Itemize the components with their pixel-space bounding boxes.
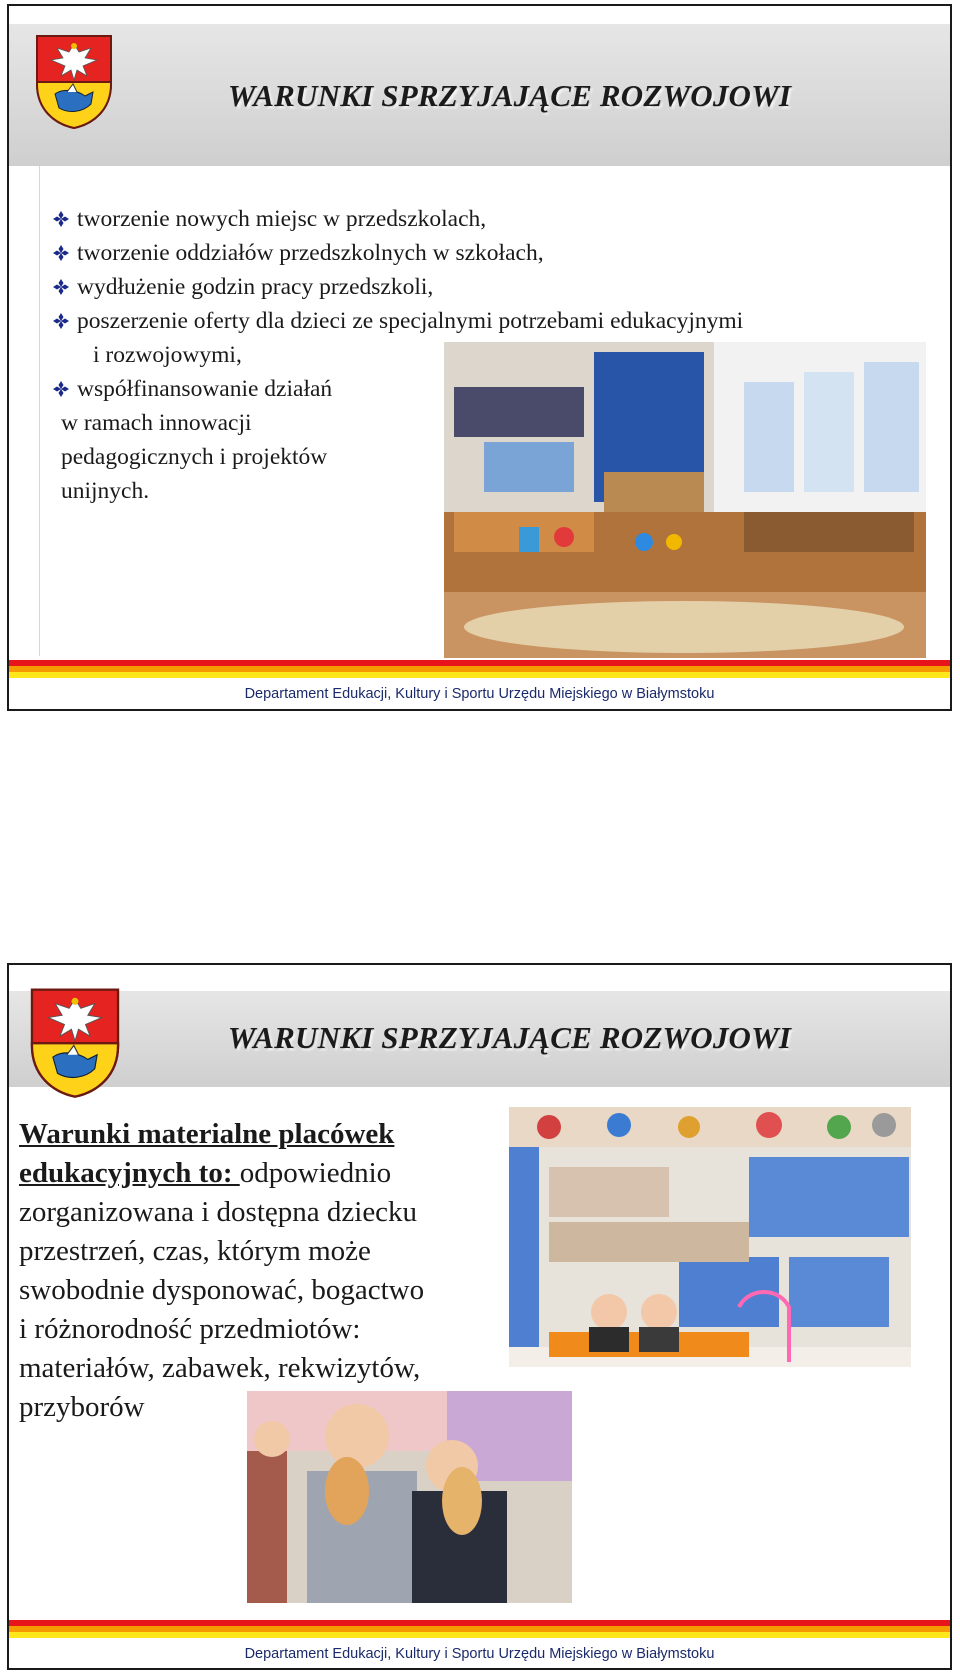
text-line: zorganizowana i dostępna dziecku bbox=[19, 1196, 418, 1228]
text-line: w ramach innowacji bbox=[61, 410, 252, 436]
children-photo bbox=[247, 1391, 572, 1603]
divider bbox=[39, 166, 40, 656]
list-item: poszerzenie oferty dla dzieci ze specjalnymi potrzebami edukacyjnymi bbox=[53, 304, 933, 338]
slide-paragraph bbox=[19, 1115, 499, 1427]
text-line: pedagogicznych i projektów bbox=[61, 444, 328, 470]
diamond-bullet-icon bbox=[53, 372, 77, 406]
diamond-bullet-icon bbox=[53, 270, 77, 304]
diamond-bullet-icon bbox=[53, 304, 77, 338]
text-line: przestrzeń, czas, którym może bbox=[19, 1235, 371, 1267]
classroom-photo bbox=[444, 342, 926, 658]
slide-title: WARUNKI SPRZYJAJĄCE ROZWOJOWI bbox=[227, 78, 792, 113]
text-line: materiałów, zabawek, rekwizytów, bbox=[19, 1352, 421, 1384]
diamond-bullet-icon bbox=[53, 236, 77, 270]
slide-title: WARUNKI SPRZYJAJĄCE ROZWOJOWI bbox=[227, 1020, 792, 1055]
slide-1 bbox=[7, 4, 952, 711]
text-line: i różnorodność przedmiotów: bbox=[19, 1313, 361, 1345]
footer-text: Departament Edukacji, Kultury i Sportu Urzędu Miejskiego w Białymstoku bbox=[244, 1646, 715, 1662]
footer-stripes bbox=[9, 1620, 950, 1638]
lead-text: Warunki materialne placówek bbox=[19, 1118, 395, 1150]
list-item: wydłużenie godzin pracy przedszkoli, bbox=[53, 270, 933, 304]
text-fragment: odpowiednio bbox=[239, 1157, 392, 1189]
list-item: tworzenie nowych miejsc w przedszkolach, bbox=[53, 202, 933, 236]
text-line: swobodnie dysponować, bogactwo bbox=[19, 1274, 425, 1306]
footer-text: Departament Edukacji, Kultury i Sportu Urzędu Miejskiego w Białymstoku bbox=[244, 686, 715, 702]
list-item: współfinansowanie działań bbox=[53, 372, 933, 406]
toys-shelf-photo bbox=[509, 1107, 911, 1367]
footer-stripes bbox=[9, 660, 950, 678]
text-line bbox=[19, 1154, 499, 1193]
text-line: przyborów bbox=[19, 1391, 145, 1423]
text-line: unijnych. bbox=[61, 478, 150, 504]
diamond-bullet-icon bbox=[53, 202, 77, 236]
slide-2 bbox=[7, 963, 952, 1670]
list-item: tworzenie oddziałów przedszkolnych w szkołach, bbox=[53, 236, 933, 270]
lead-text: edukacyjnych to: bbox=[19, 1157, 240, 1189]
list-item-continuation: i rozwojowymi, bbox=[93, 342, 242, 368]
